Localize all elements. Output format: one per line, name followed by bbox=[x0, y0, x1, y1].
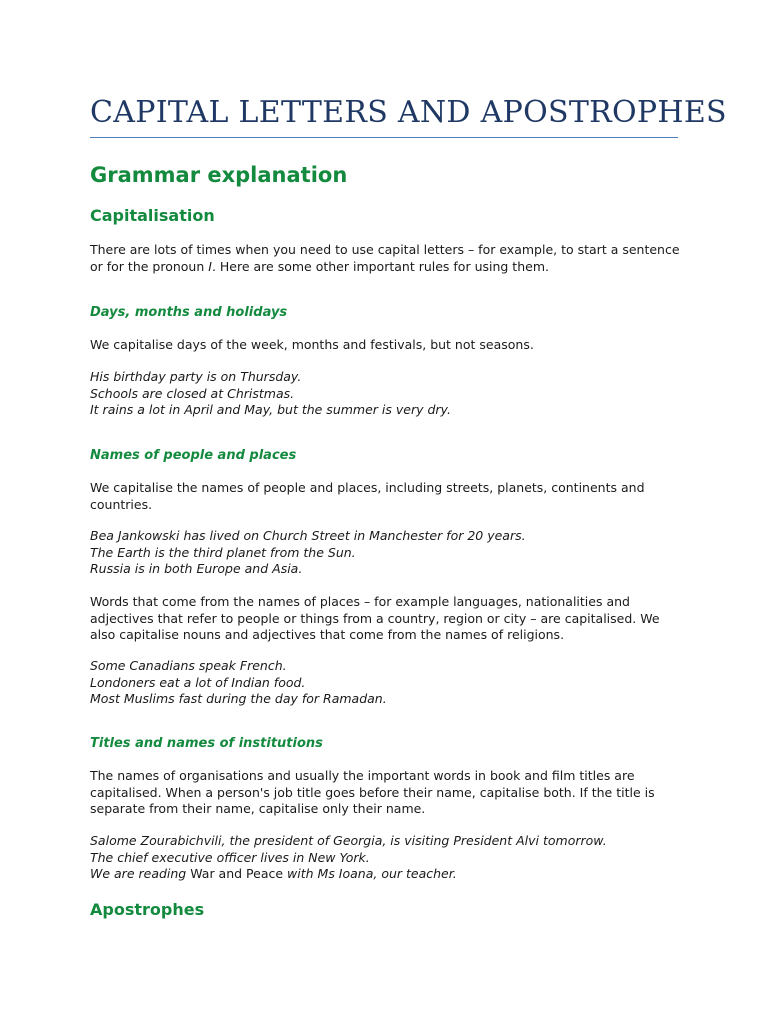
days-examples bbox=[90, 369, 680, 419]
names-heading: Names of people and places bbox=[90, 448, 297, 463]
names-text-2: Words that come from the names of places – for example languages, nationalities and adjectives that refer to people or things from a country, region or city – are capitalised. We also capitalise nouns and adjectives that come from the names of religions. bbox=[90, 594, 660, 642]
example-line: We are reading War and Peace with Ms Ioana, our teacher. bbox=[90, 866, 457, 881]
titles-examples bbox=[90, 833, 680, 883]
example-line: It rains a lot in April and May, but the summer is very dry. bbox=[90, 402, 451, 417]
example-line: Bea Jankowski has lived on Church Street in Manchester for 20 years. bbox=[90, 528, 526, 543]
names-examples bbox=[90, 528, 680, 578]
capitalisation-heading: Capitalisation bbox=[90, 206, 215, 225]
capitalisation-intro: There are lots of times when you need to use capital letters – for example, to start a sentence or for the pronoun I. Here are some other important rules for using them. bbox=[90, 242, 680, 274]
example-line: The chief executive officer lives in New York. bbox=[90, 849, 370, 865]
days-text: We capitalise days of the week, months and festivals, but not seasons. bbox=[90, 337, 534, 352]
document-title: CAPITAL LETTERS AND APOSTROPHES bbox=[90, 95, 727, 130]
section-heading: Grammar explanation bbox=[90, 163, 348, 187]
example-line: Londoners eat a lot of Indian food. bbox=[90, 674, 306, 690]
titles-text: The names of organisations and usually the important words in book and film titles are capitalised. When a person's job title goes before their name, capitalise both. If the title is separate from their name, capitalise only their name. bbox=[90, 768, 655, 816]
names-examples-2 bbox=[90, 658, 680, 708]
apostrophes-heading: Apostrophes bbox=[90, 900, 205, 919]
titles-heading: Titles and names of institutions bbox=[90, 736, 323, 751]
example-line: Most Muslims fast during the day for Ramadan. bbox=[90, 691, 387, 706]
book-title: War and Peace bbox=[190, 866, 284, 881]
example-line: Russia is in both Europe and Asia. bbox=[90, 561, 303, 576]
example-line: His birthday party is on Thursday. bbox=[90, 369, 302, 384]
example-line: Salome Zourabichvili, the president of Georgia, is visiting President Alvi tomorrow. bbox=[90, 833, 607, 848]
example-line: Schools are closed at Christmas. bbox=[90, 385, 295, 401]
days-heading: Days, months and holidays bbox=[90, 305, 288, 320]
example-line: Some Canadians speak French. bbox=[90, 658, 287, 673]
title-underline bbox=[90, 137, 678, 138]
example-line: The Earth is the third planet from the Sun. bbox=[90, 544, 356, 560]
names-text: We capitalise the names of people and places, including streets, planets, continents and countries. bbox=[90, 480, 645, 512]
